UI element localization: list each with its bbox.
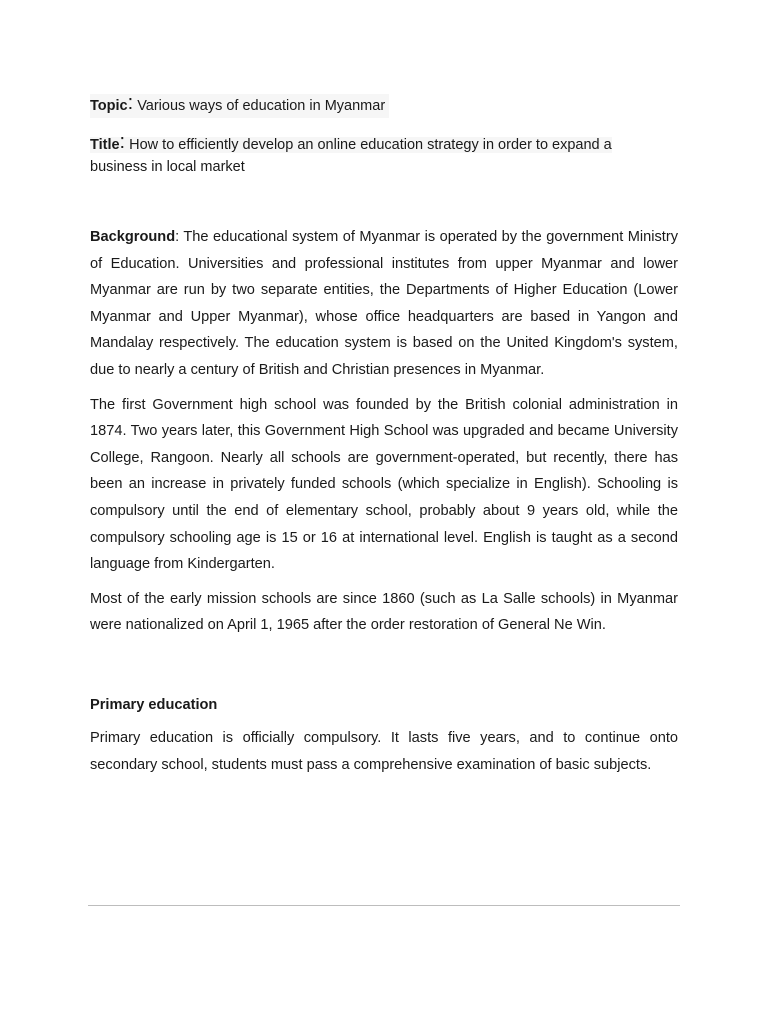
title-text-line2: business in local market bbox=[90, 159, 245, 175]
title-text-line1: How to efficiently develop an online education strategy in order to expand a bbox=[129, 137, 612, 153]
primary-education-paragraph: Primary education is officially compulsory. It lasts five years, and to continue onto secondary school, students must pass a comprehensive examination of basic subjects. bbox=[90, 729, 678, 773]
document-page bbox=[90, 94, 678, 786]
title-label: Title bbox=[90, 137, 120, 153]
background-paragraph-1 bbox=[90, 224, 678, 384]
background-colon: : bbox=[175, 229, 180, 245]
background-paragraph-3: Most of the early mission schools are since 1860 (such as La Salle schools) in Myanmar were nationalized on April 1, 1965 after the order restoration of General Ne Win. bbox=[90, 590, 678, 634]
title-colon: : bbox=[119, 131, 126, 153]
topic-label: Topic bbox=[90, 98, 128, 114]
topic-text: Various ways of education in Myanmar bbox=[137, 98, 386, 114]
background-paragraph-1-text: The educational system of Myanmar is operated by the government Ministry of Education. Universities and professional institutes from upper Myanmar and lower Myanmar are run by two separate entities, the Departments of Higher Education (Lower Myanmar and Upper Myanmar), whose office headquarters are based in Yangon and Mandalay respectively. The education system is based on the United Kingdom's system, due to nearly a century of British and Christian presences in Myanmar. bbox=[90, 229, 678, 378]
page-divider bbox=[88, 905, 680, 906]
background-label: Background bbox=[90, 229, 176, 245]
topic-colon: : bbox=[127, 92, 134, 114]
title-block bbox=[90, 131, 678, 178]
topic-line bbox=[90, 94, 389, 118]
background-paragraph-2: The first Government high school was founded by the British colonial administration in 1874. Two years later, this Government High School was upgraded and became University College, Rangoon. Nearly all schools are government-operated, but recently, there has been an increase in privately funded schools (which specialize in English). Schooling is compulsory until the end of elementary school, probably about 9 years old, while the compulsory schooling age is 15 or 16 at international level. English is taught as a second language from Kindergarten. bbox=[90, 396, 678, 573]
primary-education-heading: Primary education bbox=[90, 696, 218, 713]
